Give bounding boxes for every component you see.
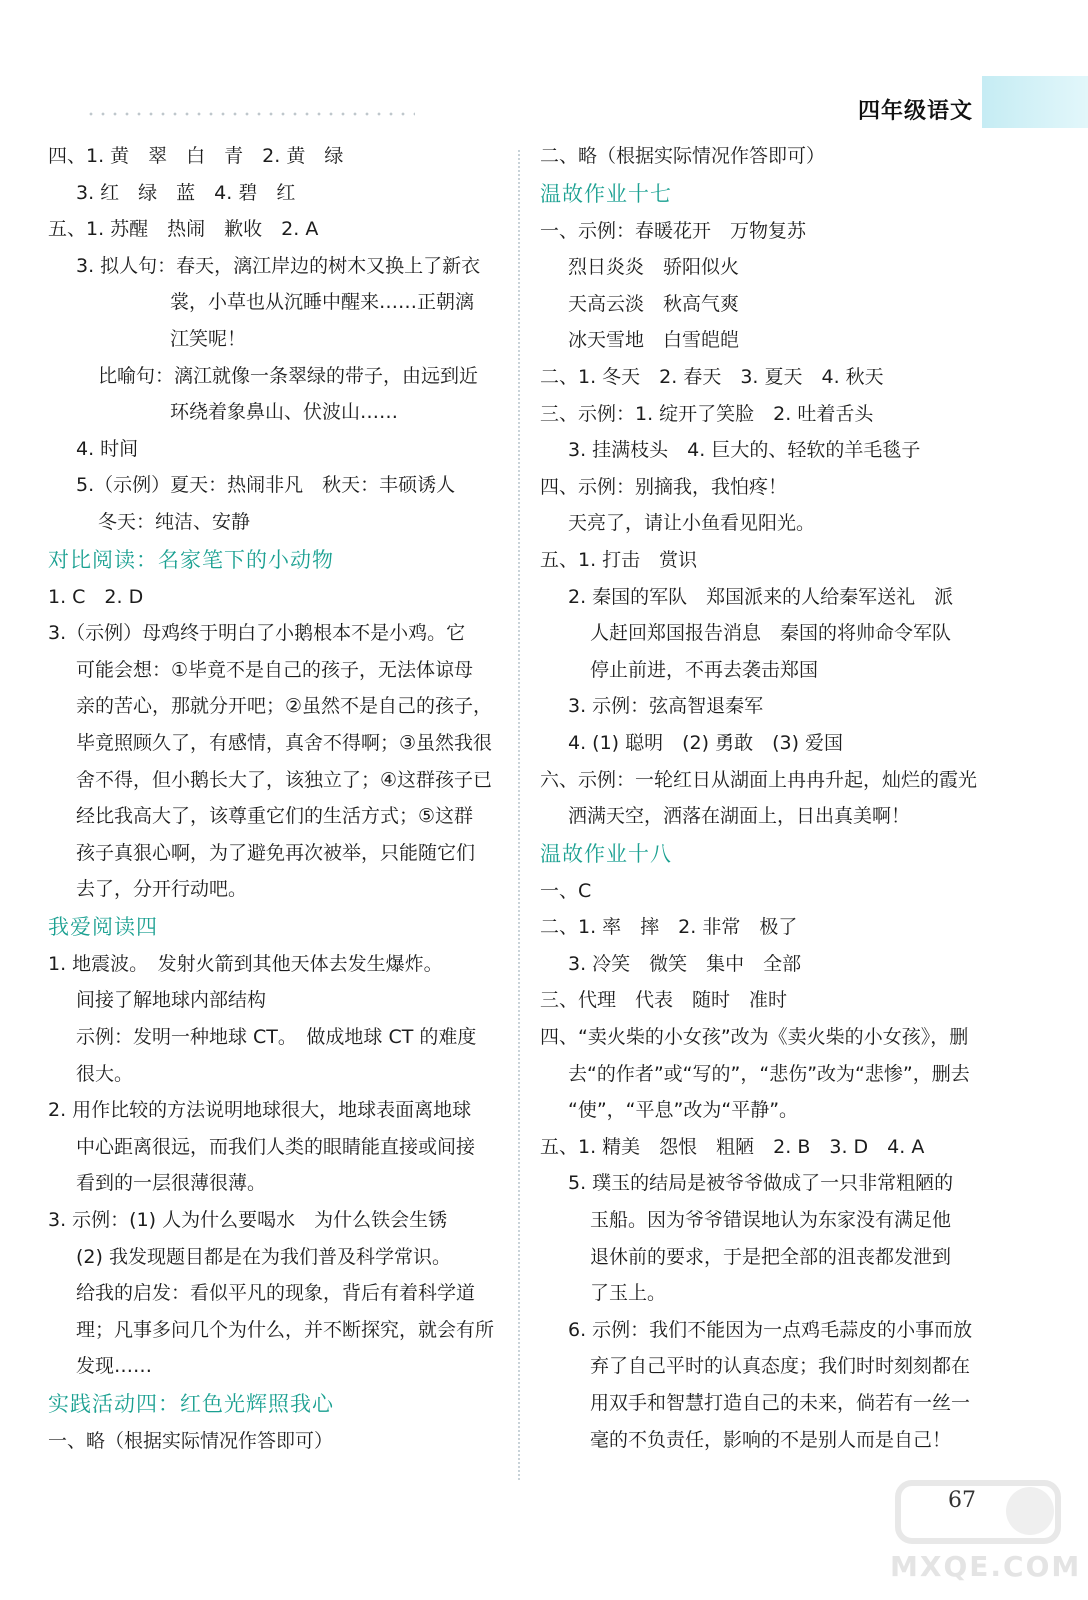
answer-line: 二、1. 冬天 2. 春天 3. 夏天 4. 秋天 xyxy=(540,365,884,388)
answer-line: 3. 示例：弦高智退秦军 xyxy=(568,695,764,718)
answer-line: 三、代理 代表 随时 准时 xyxy=(540,989,788,1012)
answer-line: 用双手和智慧打造自己的未来，倘若有一丝一 xyxy=(590,1392,971,1414)
answer-line: 停止前进，不再去袭击郑国 xyxy=(590,658,819,681)
answer-line: 3. 示例：(1) 人为什么要喝水 为什么铁会生锈 xyxy=(48,1209,448,1232)
answer-line: 五、1. 打击 赏识 xyxy=(540,548,698,571)
answer-line: 天亮了，请让小鱼看见阳光。 xyxy=(568,512,816,535)
answer-line: 一、C xyxy=(540,879,592,902)
answer-line: 5. 璞玉的结局是被爷爷做成了一只非常粗陋的 xyxy=(568,1172,954,1195)
answer-line: 3. 红 绿 蓝 4. 碧 红 xyxy=(76,181,296,204)
answer-line: 五、1. 苏醒 热闹 歉收 2. A xyxy=(48,218,319,241)
section-heading: 我爱阅读四 xyxy=(48,914,158,939)
answer-line: 四、“卖火柴的小女孩”改为《卖火柴的小女孩》，删 xyxy=(540,1026,969,1049)
right-column xyxy=(540,138,1010,1458)
answer-line: 退休前的要求，于是把全部的沮丧都发泄到 xyxy=(590,1245,952,1268)
answer-line: 冬天：纯洁、安静 xyxy=(98,510,251,533)
answer-line: (2) 我发现题目都是在为我们普及科学常识。 xyxy=(76,1245,451,1268)
answer-line: 2. 秦国的军队 郑国派来的人给秦军送礼 派 xyxy=(568,585,954,608)
answer-line: 可能会想：①毕竟不是自己的孩子，无法体谅母 xyxy=(76,658,474,681)
answer-line: 间接了解地球内部结构 xyxy=(76,989,267,1012)
answer-line: 毕竟照顾久了，有感情，真舍不得啊；③虽然我很 xyxy=(76,731,493,754)
answer-line: 江笑呢！ xyxy=(170,327,247,350)
answer-line: 看到的一层很薄很薄。 xyxy=(76,1172,267,1195)
answer-line: 4. (1) 聪明 (2) 勇敢 (3) 爱国 xyxy=(568,731,844,754)
answer-line: 弃了自己平时的认真态度；我们时时刻刻都在 xyxy=(590,1355,971,1378)
answer-line: 3. 挂满枝头 4. 巨大的、轻软的羊毛毯子 xyxy=(568,439,921,462)
header-title: 四年级语文 xyxy=(858,99,974,124)
answer-line: 人赶回郑国报告消息 秦国的将帅命令军队 xyxy=(590,622,952,645)
answer-line: 比喻句：漓江就像一条翠绿的带子，由远到近 xyxy=(98,364,479,387)
header-dots xyxy=(85,112,415,116)
left-column xyxy=(48,138,518,1460)
answer-line: 孩子真狠心啊，为了避免再次被举，只能随它们 xyxy=(76,841,476,864)
answer-line: 去了，分开行动吧。 xyxy=(76,878,248,901)
answer-line: 天高云淡 秋高气爽 xyxy=(568,292,740,315)
answer-line: 烈日炎炎 骄阳似火 xyxy=(568,256,740,279)
answer-line: 示例：发明一种地球 CT。 做成地球 CT 的难度 xyxy=(76,1026,477,1049)
answer-line: 玉船。因为爷爷错误地认为东家没有满足他 xyxy=(590,1209,952,1232)
section-heading: 温故作业十七 xyxy=(540,181,672,206)
answer-line: 1. 地震波。 发射火箭到其他天体去发生爆炸。 xyxy=(48,952,443,975)
watermark-text: MXQE.COM xyxy=(890,1550,1082,1583)
answer-line: 3. 冷笑 微笑 集中 全部 xyxy=(568,952,802,975)
answer-line: 六、示例：一轮红日从湖面上冉冉升起，灿烂的霞光 xyxy=(540,768,978,791)
answer-line: 毫的不负责任，影响的不是别人而是自己！ xyxy=(590,1428,952,1451)
answer-line: 环绕着象鼻山、伏波山…… xyxy=(170,401,399,424)
answer-line: 给我的启发：看似平凡的现象，背后有着科学道 xyxy=(76,1282,476,1305)
answer-line: 6. 示例：我们不能因为一点鸡毛蒜皮的小事而放 xyxy=(568,1318,973,1341)
answer-line: 冰天雪地 白雪皑皑 xyxy=(568,329,740,352)
answer-line: 一、示例：春暖花开 万物复苏 xyxy=(540,219,807,242)
header-band xyxy=(982,76,1088,128)
answer-line: 经比我高大了，该尊重它们的生活方式；⑤这群 xyxy=(76,805,474,828)
answer-line: 2. 用作比较的方法说明地球很大，地球表面离地球 xyxy=(48,1099,472,1122)
answer-line: 一、略（根据实际情况作答即可） xyxy=(48,1430,334,1452)
answer-line: 理；凡事多问几个为什么，并不断探究，就会有所 xyxy=(76,1318,495,1341)
section-heading: 温故作业十八 xyxy=(540,841,672,866)
section-heading: 对比阅读：名家笔下的小动物 xyxy=(48,547,334,572)
answer-line: 5.（示例）夏天：热闹非凡 秋天：丰硕诱人 xyxy=(76,474,456,497)
answer-line: “使”，“平息”改为“平静”。 xyxy=(568,1099,799,1122)
answer-line: 4. 时间 xyxy=(76,437,139,460)
answer-line: 二、1. 率 摔 2. 非常 极了 xyxy=(540,916,798,939)
column-divider xyxy=(518,150,520,1480)
answer-line: 裳，小草也从沉睡中醒来……正朝漓 xyxy=(170,291,475,314)
answer-line: 三、示例：1. 绽开了笑脸 2. 吐着舌头 xyxy=(540,402,874,425)
answer-line: 3. 拟人句：春天，漓江岸边的树木又换上了新衣 xyxy=(76,254,481,277)
answer-line: 五、1. 精美 怨恨 粗陋 2. B 3. D 4. A xyxy=(540,1135,925,1158)
answer-line: 去“的作者”或“写的”，“悲伤”改为“悲惨”，删去 xyxy=(568,1062,970,1085)
answer-line: 很大。 xyxy=(76,1062,134,1085)
answer-line: 发现…… xyxy=(76,1355,153,1378)
answer-line: 了玉上。 xyxy=(590,1282,667,1305)
page-number: 67 xyxy=(948,1488,976,1513)
section-heading: 实践活动四：红色光辉照我心 xyxy=(48,1392,334,1416)
answer-line: 四、示例：别摘我，我怕疼！ xyxy=(540,475,788,498)
answer-line: 舍不得，但小鹅长大了，该独立了；④这群孩子已 xyxy=(76,768,493,791)
answer-line: 洒满天空，洒落在湖面上，日出真美啊！ xyxy=(568,805,911,828)
answer-line: 1. C 2. D xyxy=(48,585,144,608)
answer-line: 亲的苦心，那就分开吧；②虽然不是自己的孩子， xyxy=(76,695,493,718)
answer-line: 3.（示例）母鸡终于明白了小鹅根本不是小鸡。它 xyxy=(48,622,466,645)
answer-line: 中心距离很远，而我们人类的眼睛能直接或间接 xyxy=(76,1135,476,1158)
answer-line: 二、略（根据实际情况作答即可） xyxy=(540,145,826,167)
answer-line: 四、1. 黄 翠 白 青 2. 黄 绿 xyxy=(48,145,344,167)
